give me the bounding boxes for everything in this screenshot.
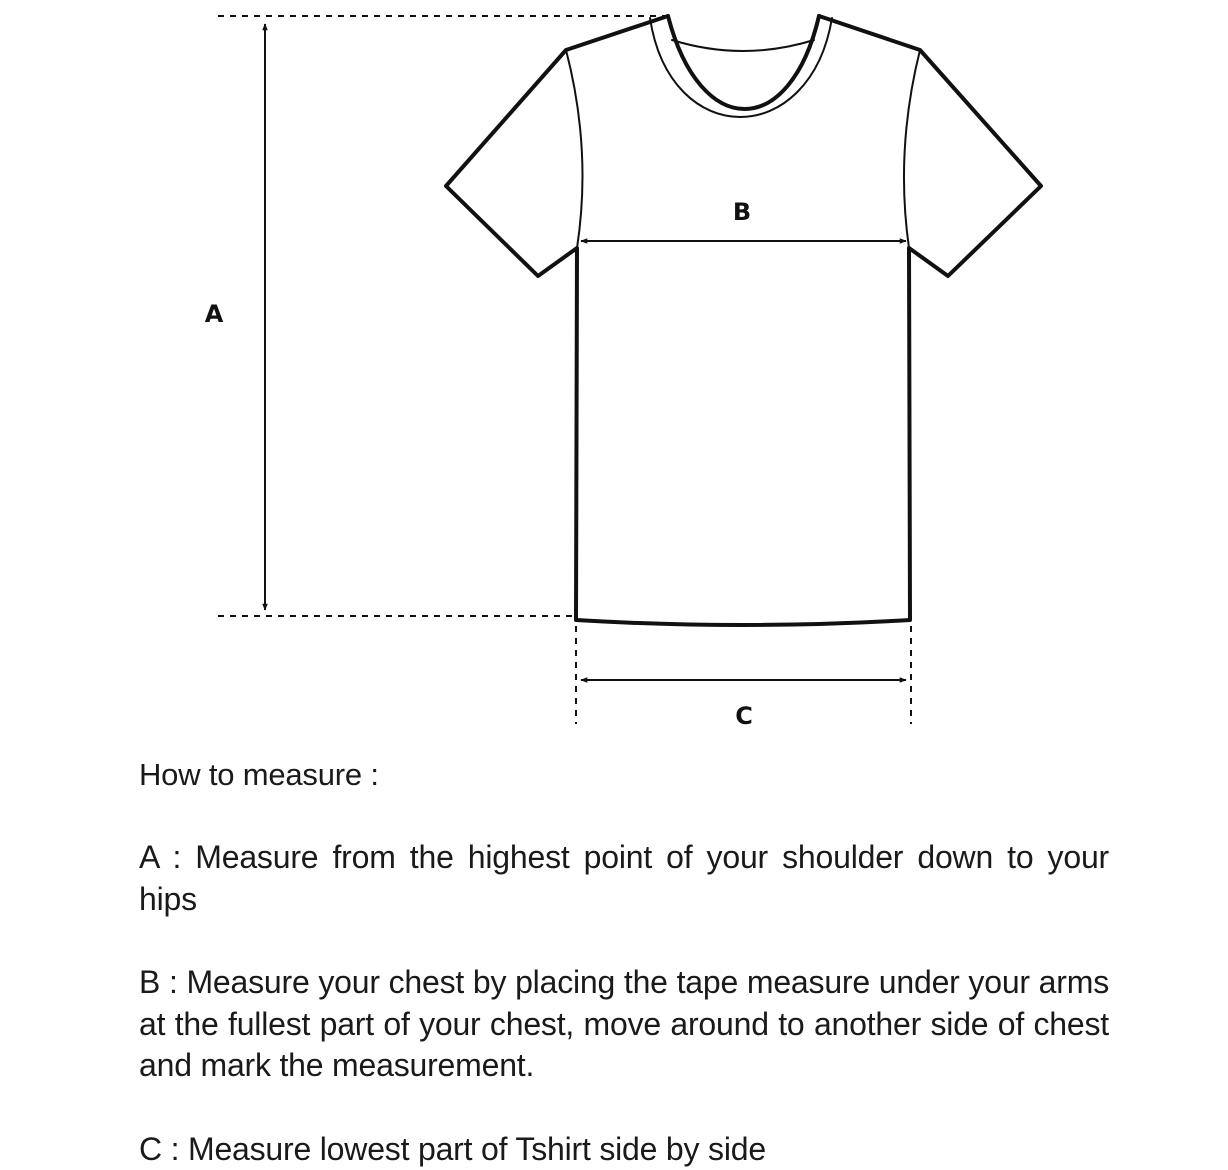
label-c: C xyxy=(735,702,753,730)
instruction-a: A : Measure from the highest point of your shoulder down to your hips xyxy=(139,837,1109,920)
instruction-c: C : Measure lowest part of Tshirt side by side xyxy=(139,1129,1109,1170)
instructions-heading: How to measure : xyxy=(139,755,1109,795)
collar-inner xyxy=(650,18,832,117)
collar-back-line xyxy=(672,40,814,51)
left-sleeve-seam xyxy=(566,50,582,248)
measurement-a xyxy=(218,16,668,616)
label-b: B xyxy=(733,198,751,226)
right-sleeve-seam xyxy=(904,50,920,248)
measurement-instructions xyxy=(139,755,1109,1170)
instruction-b: B : Measure your chest by placing the tape measure under your arms at the fullest part of your chest, move around to another side of chest and mark the measurement. xyxy=(139,962,1109,1087)
collar-outer xyxy=(668,16,819,109)
tshirt-outline xyxy=(446,16,1041,625)
label-a: A xyxy=(205,300,224,328)
